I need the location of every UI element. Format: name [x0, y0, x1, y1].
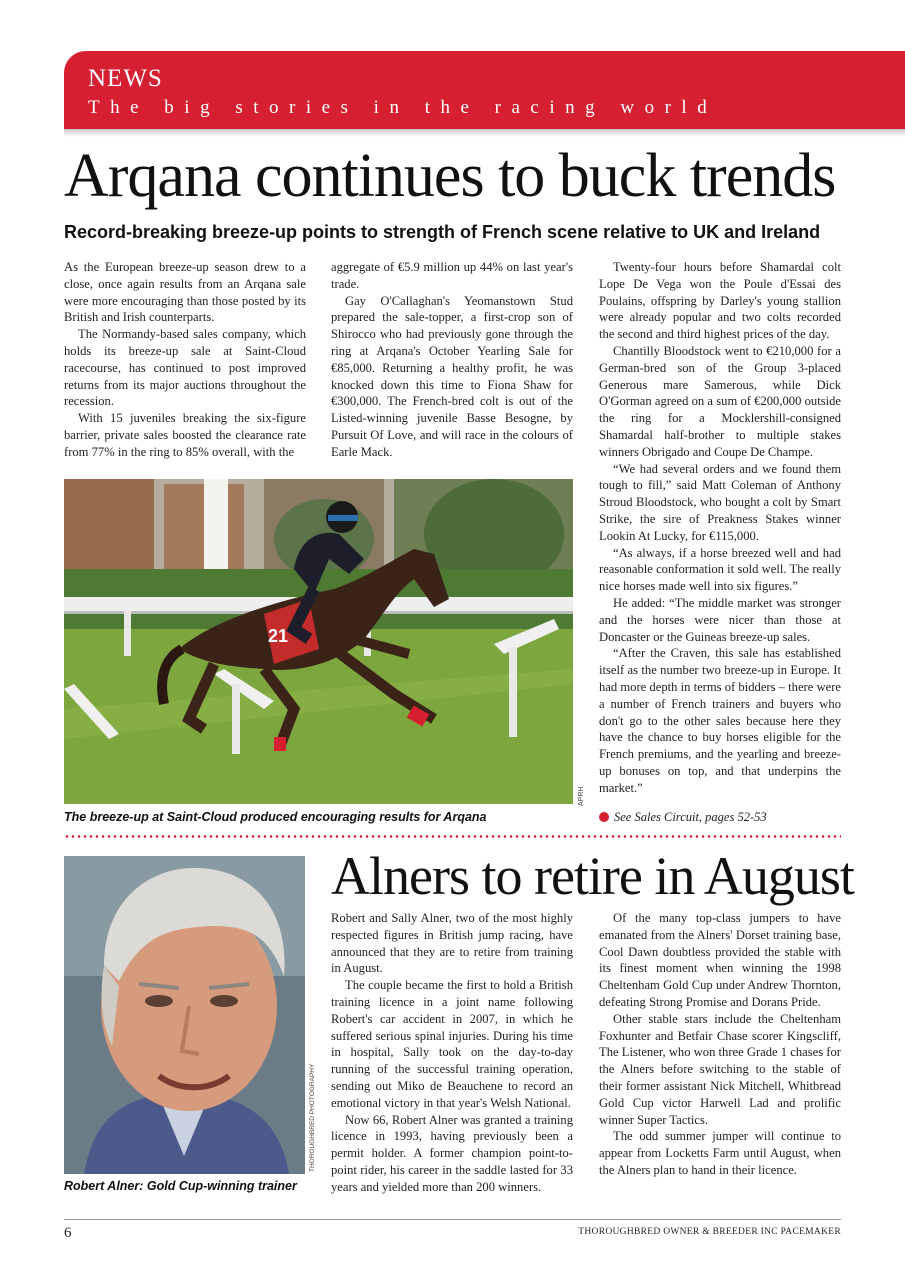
see-also-reference [599, 810, 767, 825]
paragraph: Twenty-four hours before Shamardal colt Lope De Vega won the Poule d'Essai des Poulains, offspring by Darley's young stallion were already popular and two colts recorded the second and third highest prices of the day. [599, 260, 841, 342]
paragraph: As the European breeze-up season drew to a close, once again results from an Arqana sale were more encouraging than those posted by its British and Irish counterparts. [64, 260, 306, 325]
paragraph: Robert and Sally Alner, two of the most highly respected figures in British jump racing, have announced that they are to retire from training in August. [331, 911, 573, 976]
paragraph: Gay O'Callaghan's Yeomanstown Stud prepared the sale-topper, a first-crop son of Shirocco who had previously gone through the ring at Arqana's October Yearling Sale for €85,000. Returning a healthy profit, he was knocked down this time to Fiona Shaw for €300,000. The French-bred colt is out of the Listed-winning juvenile Basse Besogne, by Pursuit Of Love, and will race in the colours of Earle Mack. [331, 293, 573, 459]
section-label: NEWS [88, 65, 163, 92]
portrait-illustration [64, 856, 305, 1174]
see-also-text: See Sales Circuit, pages 52-53 [614, 810, 767, 824]
paragraph: Chantilly Bloodstock went to €210,000 for a German-bred son of the Group 3-placed Generous mare Samerous, while Dick O'Gorman agreed on a sum of €200,000 outside the ring for a Mocklershill-consigned Shamardal half-brother to multiple stakes winners Obrigado and Coupe De Champe. [599, 343, 841, 459]
paragraph: With 15 juveniles breaking the six-figure barrier, private sales boosted the clearance rate from 77% in the ring to 85% overall, with the [64, 411, 306, 459]
story2-column-2 [599, 910, 841, 1179]
section-banner [64, 51, 905, 129]
paragraph: Other stable stars include the Cheltenham Foxhunter and Betfair Chase scorer Kingscliff, The Listener, who won three Grade 1 chases for the Alners before switching to the stable of their former assistant Nick Mitchell, Whitbread Gold Cup victor Harwell Lad and prolific winner Super Tactics. [599, 1011, 841, 1127]
paragraph: “We had several orders and we found them tough to fill,” said Matt Coleman of Anthony Stroud Bloodstock, who bought a colt by Smart Strike, the sire of Preakness Stakes winner Lookin At Lucky, for €115,000. [599, 461, 841, 543]
story1-standfirst: Record-breaking breeze-up points to strength of French scene relative to UK and Ireland [64, 222, 821, 242]
story2-column-1 [331, 910, 573, 1196]
story1-column-3 [599, 259, 841, 797]
section-tagline: The big stories in the racing world [88, 97, 718, 118]
story2-photo-credit: THOROUGHBRED PHOTOGRAPHY [309, 1063, 316, 1172]
paragraph: “After the Craven, this sale has established itself as the number two breeze-up in Europe. It had more depth in terms of bidders – there were a number of French trainers and buyers who don't go to the other sales because here they have the chance to buy horses eligible for the French premiums, and the yearling and breeze-up bonuses on top, and that underpins the market.” [599, 646, 841, 795]
paragraph: “As always, if a horse breezed well and had reasonable conformation it sold well. The really nice horses made well into six figures.” [599, 545, 841, 594]
paragraph: Now 66, Robert Alner was granted a training licence in 1993, having previously been a permit holder. A former champion point-to-point rider, his career in the saddle lasted for 33 years and yielded more than 200 winners. [331, 1112, 573, 1194]
story1-headline: Arqana continues to buck trends [64, 142, 836, 210]
paragraph: He added: “The middle market was stronger and the horses were nicer than those at Doncaster or the Guineas breeze-up sales. [599, 595, 841, 644]
paragraph: aggregate of €5.9 million up 44% on last year's trade. [331, 260, 573, 291]
paragraph: The odd summer jumper will continue to appear from Locketts Farm until August, when the Alners plan to hand in their licence. [599, 1129, 841, 1177]
page-number: 6 [64, 1225, 72, 1241]
story1-photo-credit: APRH [578, 786, 585, 806]
story2-caption: Robert Alner: Gold Cup-winning trainer [64, 1179, 297, 1193]
horse-racing-illustration [64, 479, 573, 804]
paragraph: Of the many top-class jumpers to have emanated from the Alners' Dorset training base, Cool Dawn doubtless provided the stable with its finest moment when winning the 1998 Cheltenham Gold Cup under Andrew Thornton, defeating Strong Promise and Dorans Pride. [599, 911, 841, 1009]
robert-alner-portrait [64, 856, 305, 1174]
footer-masthead: THOROUGHBRED OWNER & BREEDER INC PACEMAKER [578, 1227, 841, 1237]
dotted-divider [64, 835, 841, 838]
story1-caption: The breeze-up at Saint-Cloud produced encouraging results for Arqana [64, 810, 487, 824]
story1-column-1 [64, 259, 306, 461]
bullet-icon [599, 812, 609, 822]
saddle-cloth-number: 21 [268, 626, 289, 646]
story2-headline: Alners to retire in August [331, 846, 854, 906]
story1-column-2 [331, 259, 573, 461]
footer-rule [64, 1219, 841, 1220]
banner-shadow [64, 129, 905, 137]
breeze-up-photo [64, 479, 573, 804]
paragraph: The Normandy-based sales company, which holds its breeze-up sale at Saint-Cloud racecourse, has continued to post improved returns from its major auctions throughout the recession. [64, 327, 306, 409]
paragraph: The couple became the first to hold a British training licence in a joint name following Robert's car accident in 2007, in which he suffered serious spinal injuries. During his time in hospital, Sally took on the day-to-day running of the successful training operation, sending out Miko de Beauchene to record an emotional victory in that year's Welsh National. [331, 978, 573, 1110]
